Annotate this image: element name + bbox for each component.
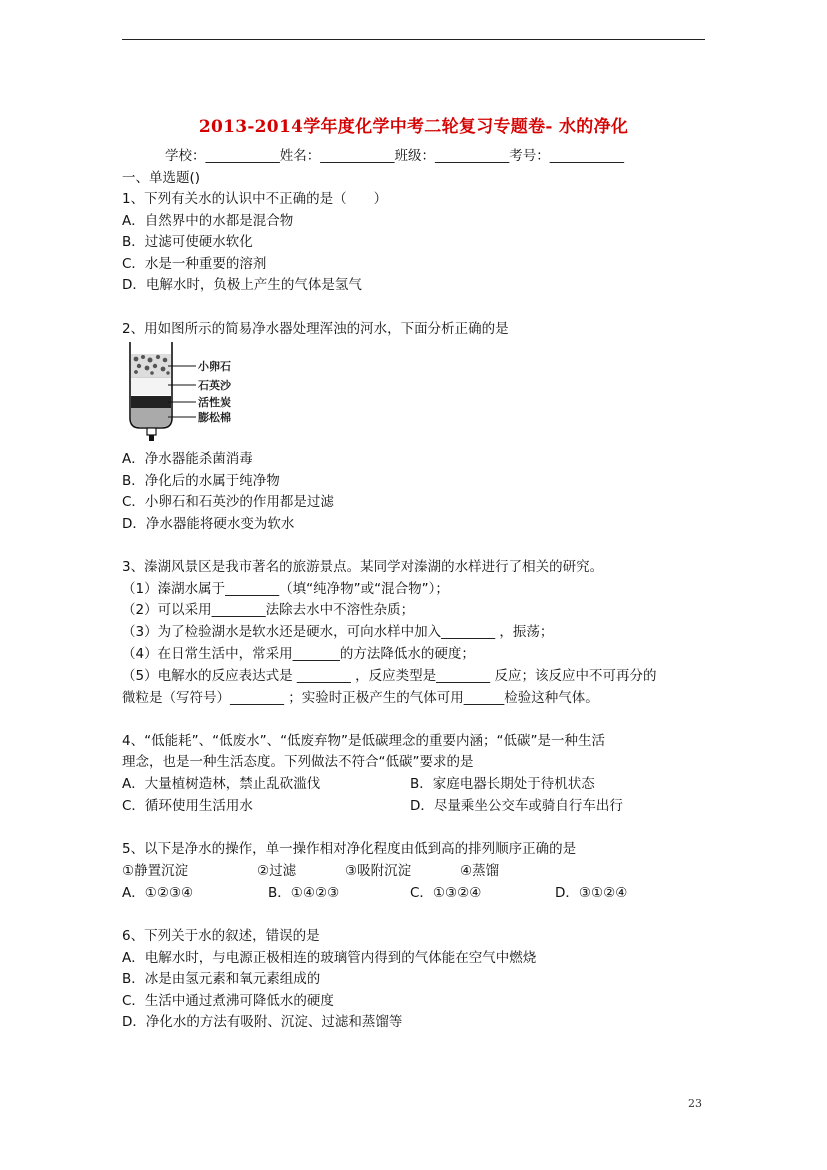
question-4-option-d: D．尽量乘坐公交车或骑自行车出行 — [410, 798, 623, 814]
question-4-stem-line-1: 4、“低能耗”、“低废水”、“低废弃物”是低碳理念的重要内涵；“低碳”是一种生活 — [122, 733, 606, 749]
question-5-item-2: ②过滤 — [257, 863, 297, 879]
question-6-option-c: C．生活中通过煮沸可降低水的硬度 — [122, 993, 334, 1009]
header-rule — [122, 39, 705, 40]
question-3-part-5: （5）电解水的反应表达式是 ________ ，反应类型是________ 反应；该反应中不可再分的 — [122, 668, 657, 684]
question-5-item-1: ①静置沉淀 — [122, 863, 189, 879]
question-2-option-c: C．小卵石和石英沙的作用都是过滤 — [122, 494, 334, 510]
question-5-option-b: B．①④②③ — [268, 885, 340, 901]
question-1-option-b: B．过滤可使硬水软化 — [122, 234, 253, 250]
figure-label-quartz-sand: 石英沙 — [198, 379, 231, 392]
question-4-option-c: C．循环使用生活用水 — [122, 798, 253, 814]
question-5-stem: 5、以下是净水的操作，单一操作相对净化程度由低到高的排列顺序正确的是 — [122, 841, 577, 857]
question-3-part-5-continued: 微粒是（写符号）________ ；实验时正极产生的气体可用______检验这种气体。 — [122, 690, 599, 706]
section-heading: 一、单选题() — [122, 170, 201, 186]
question-5-item-4: ④蒸馏 — [460, 863, 500, 879]
question-2-option-b: B．净化后的水属于纯净物 — [122, 473, 280, 489]
question-4-option-b: B．家庭电器长期处于待机状态 — [410, 776, 595, 792]
water-purifier-figure — [124, 340, 244, 445]
question-6-option-b: B．冰是由氢元素和氧元素组成的 — [122, 971, 321, 987]
question-2-option-a: A．净水器能杀菌消毒 — [122, 451, 253, 467]
question-6-option-d: D．净化水的方法有吸附、沉淀、过滤和蒸馏等 — [122, 1014, 403, 1030]
figure-label-activated-carbon: 活性炭 — [198, 396, 231, 409]
figure-label-pebbles: 小卵石 — [198, 360, 231, 373]
question-2-option-d: D．净水器能将硬水变为软水 — [122, 516, 295, 532]
question-3-part-2: （2）可以采用________法除去水中不溶性杂质； — [122, 602, 415, 618]
question-1-option-a: A．自然界中的水都是混合物 — [122, 213, 294, 229]
question-3-part-1: （1）溱湖水属于________（填“纯净物”或“混合物”）； — [122, 581, 449, 597]
question-3-part-4: （4）在日常生活中，常采用_______的方法降低水的硬度； — [122, 646, 475, 662]
figure-label-cotton: 膨松棉 — [198, 411, 231, 424]
question-2-stem: 2、用如图所示的简易净水器处理浑浊的河水，下面分析正确的是 — [122, 321, 509, 337]
question-3-stem: 3、溱湖风景区是我市著名的旅游景点。某同学对溱湖的水样进行了相关的研究。 — [122, 559, 604, 575]
question-4-stem-line-2: 理念，也是一种生活态度。下列做法不符合“低碳”要求的是 — [122, 754, 474, 770]
exam-title: 2013-2014学年度化学中考二轮复习专题卷- 水的净化 — [198, 117, 629, 137]
question-5-option-c: C．①③②④ — [410, 885, 482, 901]
question-5-option-d: D．③①②④ — [555, 885, 628, 901]
question-5-option-a: A．①②③④ — [122, 885, 194, 901]
student-info-line: 学校：___________姓名：___________班级：___________考号：___________ — [165, 148, 624, 164]
question-5-item-3: ③吸附沉淀 — [345, 863, 412, 879]
question-1-stem: 1、下列有关水的认识中不正确的是（ ） — [122, 191, 388, 207]
question-1-option-c: C．水是一种重要的溶剂 — [122, 256, 267, 272]
question-3-part-3: （3）为了检验湖水是软水还是硬水，可向水样中加入________ ，振荡； — [122, 624, 554, 640]
question-6-stem: 6、下列关于水的叙述，错误的是 — [122, 928, 320, 944]
question-6-option-a: A．电解水时，与电源正极相连的玻璃管内得到的气体能在空气中燃烧 — [122, 950, 537, 966]
question-1-option-d: D．电解水时，负极上产生的气体是氢气 — [122, 277, 362, 293]
page-number: 23 — [688, 1097, 702, 1110]
question-4-option-a: A．大量植树造林，禁止乱砍滥伐 — [122, 776, 321, 792]
